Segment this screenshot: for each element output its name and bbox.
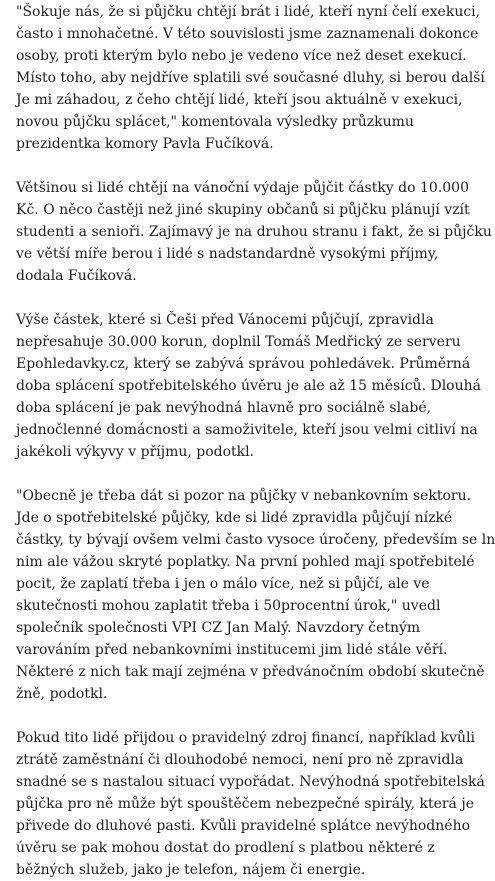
text-line: doba splácení spotřebitelského úvěru je ale až 15 měsíců. Dlouhá [16, 378, 481, 394]
text-line: dodala Fučíková. [16, 268, 137, 284]
text-line: Některé z nich tak mají zejména v předvánočním období skutečně [16, 664, 485, 680]
text-line: Většinou si lidé chtějí na vánoční výdaje půjčit částky do 10.000 [16, 180, 469, 196]
text-line: Je mi záhadou, z čeho chtějí lidé, kteří jsou aktuálně v exekuci, [16, 92, 463, 108]
text-line: Epohledavky.cz, který se zabývá správou pohledávek. Průměrná [16, 356, 471, 372]
paragraph-exekuce-quote [16, 1, 485, 155]
text-line: novou půjčku splácet," komentovala výsledky průzkumu [16, 114, 414, 130]
text-line: skutečnosti mohou zaplatit třeba i 50procentní úrok," uvedl [16, 598, 441, 614]
text-line: "Šokuje nás, že si půjčku chtějí brát i lidé, kteří nyní čelí exekuci, [16, 4, 481, 20]
text-line: osoby, proti kterým bylo nebo je vedeno více než deset exekucí. [16, 48, 467, 64]
text-line: půjčka pro ně může být spouštěčem nebezpečné spirály, která je [16, 796, 474, 812]
paragraph-christmas-loans [16, 177, 492, 287]
paragraph-nonbank-warning [16, 485, 495, 705]
text-line: snadné se s nastalou situací vypořádat. Nevýhodná spotřebitelská [16, 774, 485, 790]
text-line: ztrátě zaměstnání či dlouhodobé nemoci, není pro ně zpravidla [16, 752, 464, 768]
text-line: Jde o spotřebitelské půjčky, kde si lidé zpravidla půjčují nízké [16, 510, 453, 526]
text-line: jakékoli výkyvy v příjmu, podotkl. [16, 444, 255, 460]
text-line: nim ale vážou skryté poplatky. Na první pohled mají spotřebitelé [16, 554, 475, 570]
text-line: Kč. O něco častěji než jiné skupiny občanů si půjčku plánují vzít [16, 202, 470, 218]
text-line: varováním před nebankovními institucemi jim lidé stále věří. [16, 642, 448, 658]
article-body [16, 1, 495, 881]
text-line: ve větší míře berou i lidé s nadstandardně vysokými příjmy, [16, 246, 439, 262]
text-line: společník společnosti VPI CZ Jan Malý. Navzdory četným [16, 620, 421, 636]
text-line: přivede do dluhové pasti. Kvůli pravidelné splátce nevýhodného [16, 818, 471, 834]
text-line: "Obecně je třeba dát si pozor na půjčky v nebankovním sektoru. [16, 488, 472, 504]
text-line: Pokud tito lidé přijdou o pravidelný zdroj financí, například kvůli [16, 730, 475, 746]
text-line: často i mnohačetné. V této souvislosti jsme zaznamenali dokonce [16, 26, 479, 42]
text-line: Místo toho, aby nejdříve splatili své současné dluhy, si berou další [16, 70, 485, 86]
text-line: žně, podotkl. [16, 686, 108, 702]
text-line: nepřesahuje 30.000 korun, doplnil Tomáš Medřický ze serveru [16, 334, 461, 350]
text-line: Výše částek, které si Češi před Vánocemi půjčují, zpravidla [16, 312, 434, 328]
text-line: pocit, že zaplatí třeba i jen o málo více, než si půjčí, ale ve [16, 576, 430, 592]
text-line: úvěru se pak mohou dostat do prodlení s platbou některé z [16, 840, 435, 856]
text-line: jednočlenné domácnosti a samoživitele, kteří jsou velmi citliví na [16, 422, 478, 438]
text-line: běžných služeb, jako je telefon, nájem či energie. [16, 862, 366, 878]
text-line: prezidentka komory Pavla Fučíková. [16, 136, 274, 152]
text-line: doba splácení je pak nevýhodná hlavně pro sociálně slabé, [16, 400, 432, 416]
paragraph-loan-amounts [16, 309, 481, 463]
text-line: studenti a senioři. Zajímavý je na druhou stranu i fakt, že si půjčku [16, 224, 492, 240]
paragraph-debt-trap [16, 727, 485, 881]
text-line: částky, ty bývají ovšem velmi často vysoce úročeny, především se ln [16, 532, 495, 548]
